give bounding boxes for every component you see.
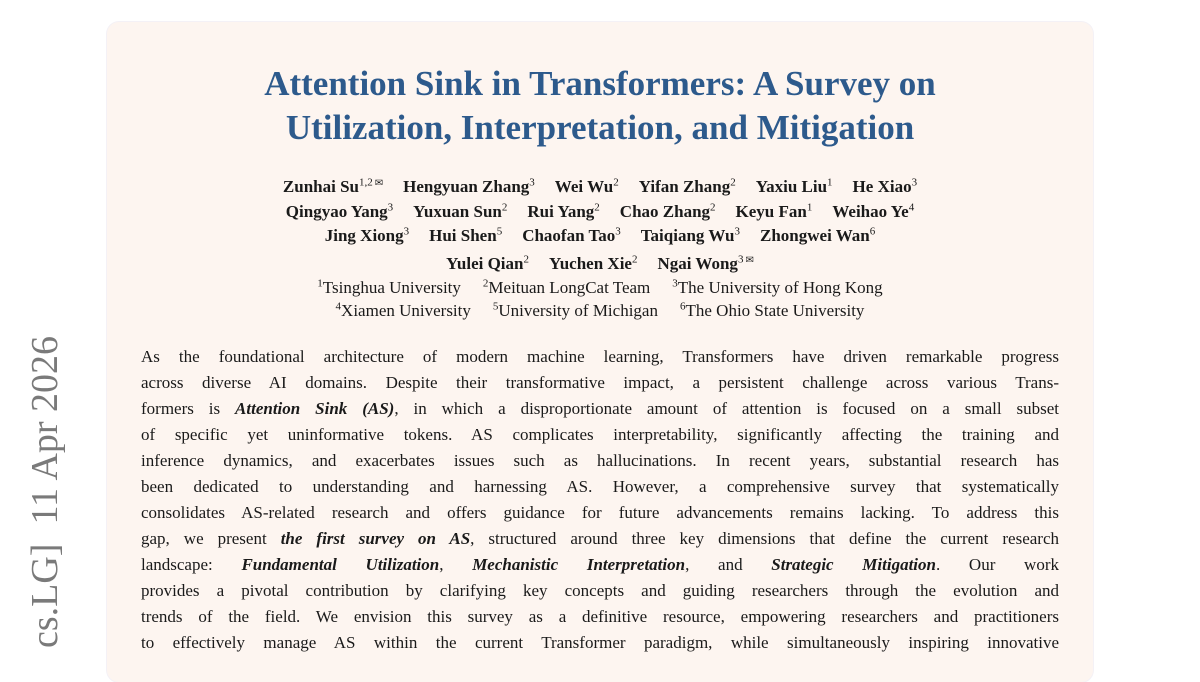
abstract-text: been dedicated to understanding and harnessing AS. However, a comprehensive survey that systematically [141,477,1059,496]
abstract-text: landscape: [141,555,242,574]
author-name: Rui Yang [527,201,595,221]
abstract-line [141,552,1059,578]
author [832,200,914,225]
author-name: Chao Zhang [619,201,711,221]
abstract-line [141,500,1059,526]
abstract-text: to effectively manage AS within the current Transformer paradigm, while simultaneously inspiring innovative [141,633,1059,652]
emphasized-term: Attention Sink (AS) [235,399,395,418]
author-name: Wei Wu [554,177,614,196]
author-affiliation-mark: 2 [523,252,529,265]
mail-icon: ✉ [745,254,754,266]
author [549,252,637,277]
author-affiliation-mark: 3 [529,176,535,189]
abstract-text: consolidates AS-related research and offers guidance for future advancements remains lacking. To address this [141,503,1059,522]
affiliation-number: 1 [317,277,323,290]
affiliation-number: 5 [492,300,499,313]
author [413,200,507,225]
author-name: Zhongwei Wan [760,226,870,245]
abstract-text: As the foundational architecture of modern machine learning, Transformers have driven remarkable progress [141,347,1059,366]
paper-title-line-1: Attention Sink in Transformers: A Survey on [264,64,936,103]
author-name: Keyu Fan [735,201,807,221]
author [639,175,736,200]
affiliation-row [107,299,1093,322]
emphasized-term: Strategic Mitigation [771,555,936,574]
affiliation-number: 2 [482,277,489,290]
author-affiliation-mark: 2 [613,176,619,189]
author [760,224,875,249]
abstract-text: of specific yet uninformative tokens. AS complicates interpretability, significantly affecting the training and [141,425,1059,444]
affiliation-number: 3 [672,277,678,290]
author-affiliation-mark: 2 [730,176,736,189]
author-name: Yulei Qian [446,253,524,273]
author [620,200,716,225]
author-name: Yifan Zhang [638,177,731,196]
author-name: Yaxiu Liu [755,177,828,196]
author-name: Yuxuan Sun [413,201,502,221]
arxiv-identifier-stamp: cs.LG] 11 Apr 2026 [24,335,66,648]
author [657,249,753,277]
abstract-text: provides a pivotal contribution by clarifying key concepts and guiding researchers through the evolution and [141,581,1059,600]
author-row [107,224,1093,249]
author [283,172,383,200]
author [527,200,599,225]
author-affiliation-mark: 2 [594,200,600,213]
affiliation-name: University of Michigan [498,301,658,320]
affiliation [336,299,471,322]
affiliation-name: Tsinghua University [322,278,461,297]
author [756,175,833,200]
abstract-line [141,604,1059,630]
author-name: Hengyuan Zhang [403,177,530,196]
abstract-line [141,578,1059,604]
author-name: Chaofan Tao [522,226,616,245]
abstract-text: across diverse AI domains. Despite their transformative impact, a persistent challenge across various Trans- [141,373,1059,392]
author-name: Hui Shen [429,226,497,245]
author-affiliation-mark: 3 [737,252,744,265]
author [325,224,409,249]
author-affiliation-mark: 3 [615,225,621,238]
affiliation [317,276,461,299]
author-affiliation-mark: 2 [710,200,716,213]
author-name: Ngai Wong [657,253,738,273]
abstract-text: gap, we present [141,529,281,548]
affiliation-number: 6 [679,300,686,313]
author-row [107,249,1093,277]
abstract-text: , in which a disproportionate amount of attention is focused on a small subset [394,399,1059,418]
author-block [107,172,1093,322]
author-row [107,200,1093,225]
affiliation-number: 4 [335,300,342,313]
abstract-text: , and [685,555,772,574]
author-affiliation-mark: 3 [734,225,740,238]
affiliation-name: Xiamen University [341,301,471,320]
abstract-line [141,630,1059,656]
paper-page [107,22,1093,682]
affiliation [493,299,658,322]
author-name: He Xiao [852,177,912,196]
abstract-line [141,344,1059,370]
affiliation-name: The University of Hong Kong [677,278,883,297]
abstract-text: trends of the field. We envision this survey as a definitive resource, empowering researchers and practitioners [141,607,1059,626]
author [446,252,529,277]
author-affiliation-mark: 6 [869,225,876,238]
abstract-line [141,396,1059,422]
abstract-line [141,370,1059,396]
author-name: Zunhai Su [282,177,360,196]
author-affiliation-mark: 3 [403,225,410,238]
author-affiliation-mark: 1,2 [359,176,373,189]
author [853,175,918,200]
author [522,224,621,249]
author-affiliation-mark: 3 [387,200,394,213]
author-affiliation-mark: 1 [827,176,833,189]
affiliation-name: Meituan LongCat Team [488,278,651,297]
author [555,175,619,200]
author-affiliation-mark: 5 [496,225,503,238]
author-affiliation-mark: 2 [501,200,508,213]
paper-title-line-2: Utilization, Interpretation, and Mitigation [285,108,915,147]
abstract-text: inference dynamics, and exacerbates issues such as hallucinations. In recent years, substantial research has [141,451,1059,470]
emphasized-term: Mechanistic Interpretation [472,555,686,574]
abstract-line [141,474,1059,500]
abstract-text: formers is [141,399,236,418]
author-affiliation-mark: 1 [806,200,813,213]
affiliation-name: The Ohio State University [685,301,865,320]
author-name: Jing Xiong [324,226,404,245]
emphasized-term: the first survey on AS [280,529,471,548]
affiliation [680,299,864,322]
author [403,175,535,200]
author [429,224,502,249]
abstract-line [141,422,1059,448]
emphasized-term: Fundamental Utilization [241,555,440,574]
author-row [107,172,1093,200]
author-affiliation-mark: 3 [911,176,918,189]
author [736,200,813,225]
mail-icon: ✉ [374,178,384,189]
affiliation-row [107,276,1093,299]
author-name: Taiqiang Wu [640,226,735,245]
author-name: Weihao Ye [832,201,909,221]
author [286,200,393,225]
author-affiliation-mark: 2 [631,252,638,265]
abstract-text: . Our work [935,555,1059,574]
abstract-text: , structured around three key dimensions that define the current research [470,529,1059,548]
abstract-line [141,526,1059,552]
abstract-text: , [439,555,473,574]
author-name: Qingyao Yang [285,201,388,221]
author-name: Yuchen Xie [549,253,632,273]
abstract-line [141,448,1059,474]
author [641,224,740,249]
author-affiliation-mark: 4 [908,200,915,213]
affiliation [483,276,650,299]
abstract [141,344,1059,656]
affiliation [672,276,882,299]
